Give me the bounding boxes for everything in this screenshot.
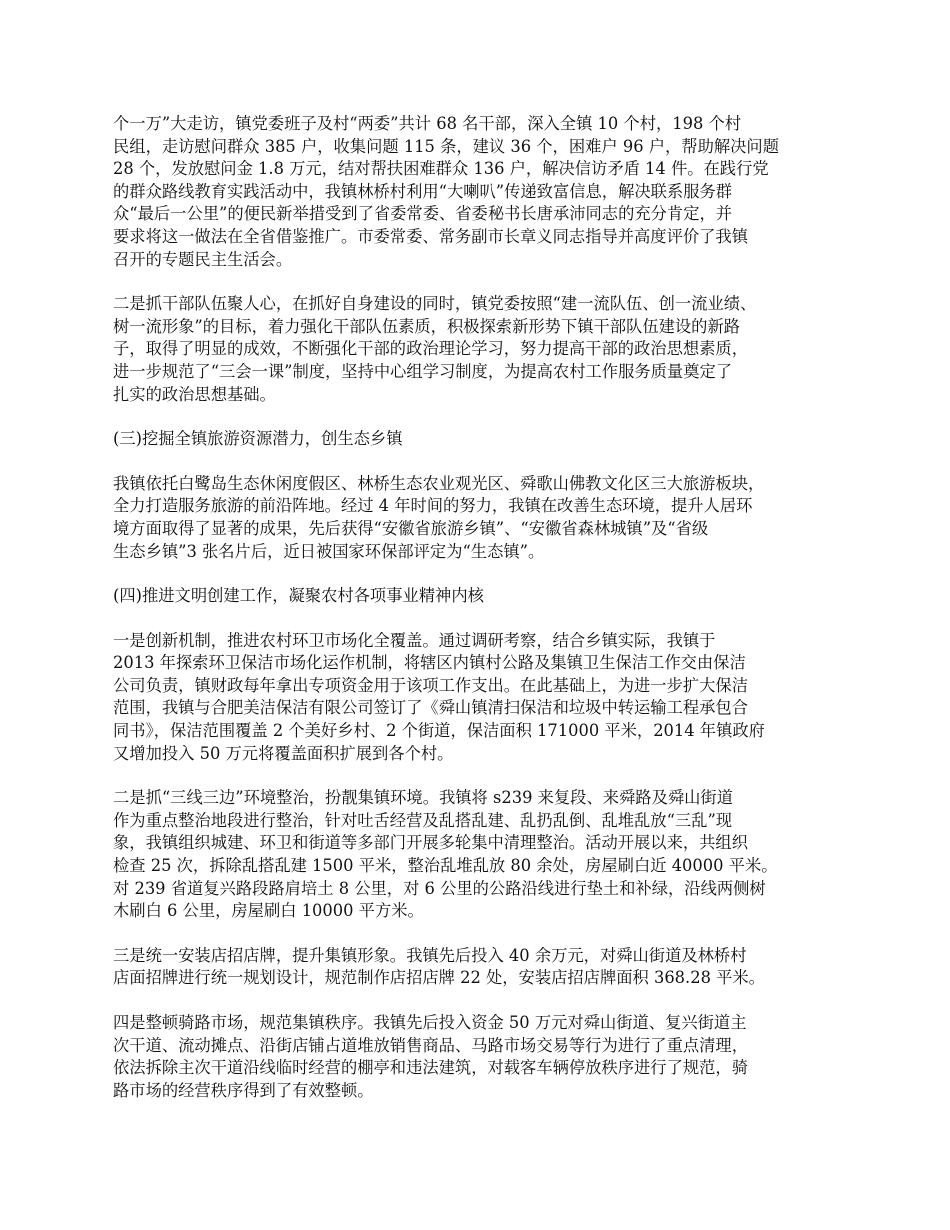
- text-line: 店面招牌进行统一规划设计，规范制作店招店牌 22 处，安装店招店牌面积 368.28 平米。: [113, 968, 765, 988]
- text-line: 个一万”大走访，镇党委班子及村“两委”共计 68 名干部，深入全镇 10 个村，198 个村: [113, 114, 742, 133]
- text-line: 生态乡镇”3 张名片后，近日被国家环保部评定为“生态镇”。: [113, 541, 545, 561]
- text-line: 象，我镇组织城建、环卫和街道等多部门开展多轮集中清理整治。活动开展以来，共组织: [113, 833, 748, 853]
- text-line: 检查 25 次，拆除乱搭乱建 1500 平米，整治乱堆乱放 80 余处，房屋刷白近 40000 平米。: [113, 856, 778, 876]
- text-line: 三是统一安装店招店牌，提升集镇形象。我镇先后投入 40 余万元，对舜山街道及林桥村: [113, 945, 747, 965]
- text-line: 我镇依托白鹭岛生态休闲度假区、林桥生态农业观光区、舜歌山佛教文化区三大旅游板块，: [113, 473, 765, 493]
- text-line: 子，取得了明显的成效，不断强化干部的政治理论学习，努力提高干部的政治思想素质，: [113, 339, 748, 359]
- text-line: 民组，走访慰问群众 385 户，收集问题 115 条，建议 36 个，困难户 96 户，帮助解决问题: [113, 136, 779, 156]
- text-line: 众“最后一公里”的便民新举措受到了省委常委、省委秘书长唐承沛同志的充分肯定，并: [113, 204, 733, 224]
- text-line: 作为重点整治地段进行整治，针对吐舌经营及乱搭乱建、乱扔乱倒、乱堆乱放“三乱”现: [113, 810, 733, 830]
- text-line: 木刷白 6 公里，房屋刷白 10000 平方米。: [113, 901, 424, 921]
- text-line: 进一步规范了“三会一课”制度，坚持中心组学习制度，为提高农村工作服务质量奠定了: [113, 361, 733, 381]
- text-line: 树一流形象”的目标，着力强化干部队伍素质，积极探索新形势下镇干部队伍建设的新路: [113, 316, 741, 336]
- text-line: 二是抓“三线三边”环境整治，扮靓集镇环境。我镇将 s239 来复段、来舜路及舜山街道: [113, 788, 733, 808]
- text-line: 全力打造服务旅游的前沿阵地。经过 4 年时间的努力，我镇在改善生态环境，提升人居环: [113, 496, 753, 516]
- text-line: 扎实的政治思想基础。: [113, 384, 276, 404]
- body-paragraph: [113, 630, 840, 766]
- text-line: 召开的专题民主生活会。: [113, 249, 293, 269]
- text-line: (四)推进文明创建工作，凝聚农村各项事业精神内核: [113, 586, 484, 606]
- body-paragraph: [113, 945, 840, 990]
- text-line: 四是整顿骑路市场，规范集镇秩序。我镇先后投入资金 50 万元对舜山街道、复兴街道主: [113, 1013, 747, 1032]
- body-paragraph: [113, 293, 840, 406]
- section-heading: [113, 428, 840, 451]
- document-body: [113, 113, 840, 1102]
- text-line: 又增加投入 50 万元将覆盖面积扩展到各个村。: [113, 743, 454, 763]
- text-line: 次干道、流动摊点、沿街店铺占道堆放销售商品、马路市场交易等行为进行了重点清理，: [113, 1035, 748, 1055]
- body-paragraph: [113, 787, 840, 923]
- body-paragraph: [113, 473, 840, 563]
- text-line: 2013 年探索环卫保洁市场化运作机制，将辖区内镇村公路及集镇卫生保洁工作交由保洁: [113, 653, 746, 673]
- text-line: 的群众路线教育实践活动中，我镇林桥村利用“大喇叭”传递致富信息，解决联系服务群: [113, 181, 733, 201]
- section-heading: [113, 585, 840, 608]
- text-line: 境方面取得了显著的成果，先后获得“安徽省旅游乡镇”、“安徽省森林城镇”及“省级: [113, 518, 709, 538]
- text-line: (三)挖掘全镇旅游资源潜力，创生态乡镇: [113, 429, 403, 449]
- body-paragraph: [113, 1012, 840, 1102]
- text-line: 依法拆除主次干道沿线临时经营的棚亭和违法建筑，对载客车辆停放秩序进行了规范，骑: [113, 1058, 748, 1078]
- text-line: 28 个，发放慰问金 1.8 万元，结对帮扶困难群众 136 户，解决信访矛盾 14 件。在践行党: [113, 159, 769, 179]
- text-line: 对 239 省道复兴路段路肩培土 8 公里，对 6 公里的公路沿线进行垫土和补绿，沿线两侧树: [113, 878, 766, 898]
- text-line: 路市场的经营秩序得到了有效整顿。: [113, 1080, 374, 1100]
- body-paragraph: [113, 113, 840, 271]
- text-line: 要求将这一做法在全省借鉴推广。市委常委、常务副市长章义同志指导并高度评价了我镇: [113, 226, 748, 246]
- text-line: 同书》，保洁范围覆盖 2 个美好乡村、2 个街道，保洁面积 171000 平米，2014 年镇政府: [113, 721, 765, 741]
- text-line: 公司负责，镇财政每年拿出专项资金用于该项工作支出。在此基础上，为进一步扩大保洁: [113, 675, 748, 695]
- text-line: 一是创新机制，推进农村环卫市场化全覆盖。通过调研考察，结合乡镇实际，我镇于: [113, 630, 716, 650]
- text-line: 二是抓干部队伍聚人心，在抓好自身建设的同时，镇党委按照“建一流队伍、创一流业绩、: [113, 294, 757, 314]
- text-line: 范围，我镇与合肥美洁保洁有限公司签订了《舜山镇清扫保洁和垃圾中转运输工程承包合: [113, 698, 748, 718]
